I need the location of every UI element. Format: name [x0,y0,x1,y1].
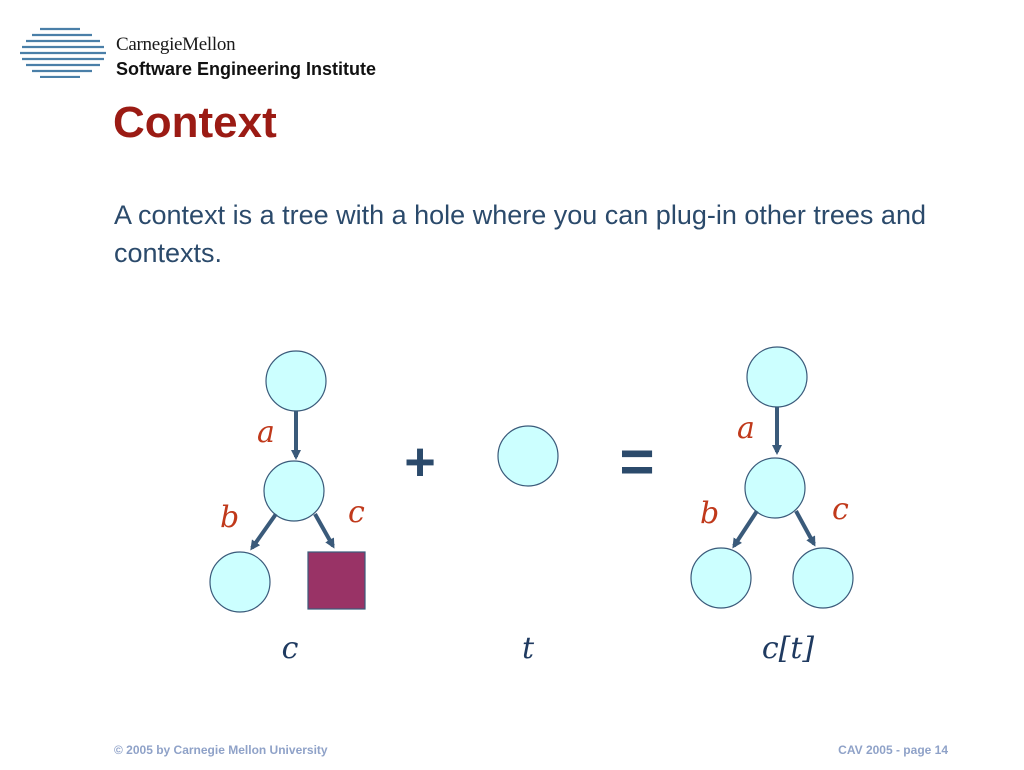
caption-result: c[t] [761,631,815,666]
result-middle-node [745,458,805,518]
context-edge-c [315,514,333,546]
context-edge-b [252,514,276,548]
result-left-leaf [691,548,751,608]
footer-page-number: CAV 2005 - page 14 [838,743,948,757]
result-edge-label-b: b [700,496,720,531]
edge-label-c: c [348,495,365,530]
result-edge-label-a: a [737,411,755,446]
caption-tree: t [521,631,535,666]
context-tree [210,351,365,612]
context-middle-node [264,461,324,521]
slide-body: A context is a tree with a hole where you can plug-in other trees and contexts. [114,200,926,268]
result-edge-c [796,511,814,544]
equals-operator: = [619,428,655,495]
logo-line2: Software Engineering Institute [116,59,377,79]
tree-node [498,426,558,486]
logo-line1: CarnegieMellon [116,34,236,55]
result-edge-b [734,511,757,546]
context-root-node [266,351,326,411]
footer-copyright: © 2005 by Carnegie Mellon University [114,743,328,757]
result-right-leaf [793,548,853,608]
context-hole [308,552,365,609]
edge-label-b: b [220,500,240,535]
result-tree [691,347,853,608]
result-root-node [747,347,807,407]
caption-context: c [281,631,299,666]
plus-operator: + [404,432,436,492]
slide-title: Context [113,98,277,147]
result-edge-label-c: c [832,492,849,527]
context-leaf-node [210,552,270,612]
edge-label-a: a [257,415,275,450]
